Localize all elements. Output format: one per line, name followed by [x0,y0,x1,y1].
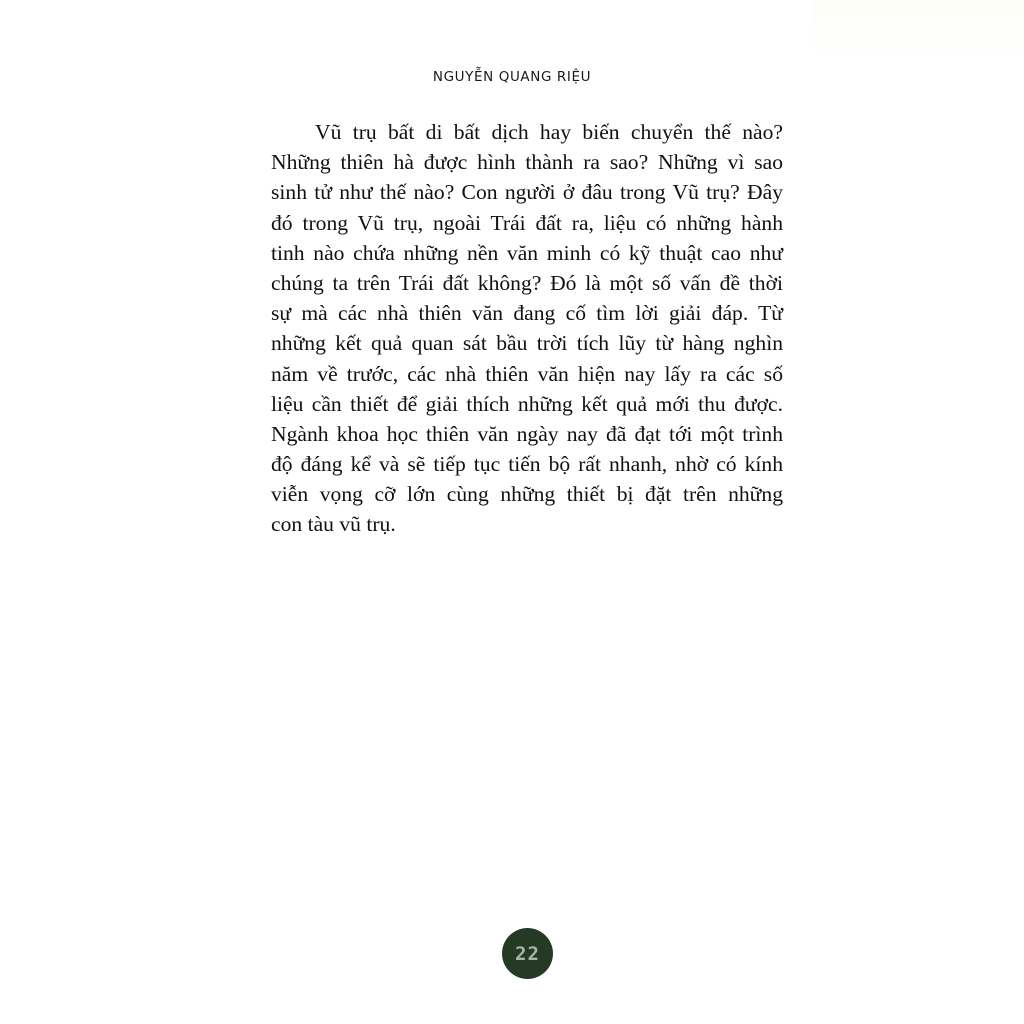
paragraph-line: viễn vọng cỡ lớn cùng những thiết bị đặt trên những [271,482,783,507]
paragraph-line: độ đáng kể và sẽ tiếp tục tiến bộ rất nhanh, nhờ có kính [271,452,783,477]
paragraph-line: những kết quả quan sát bầu trời tích lũy từ hàng nghìn [271,331,783,356]
body-paragraph [271,117,783,540]
page-number: 22 [515,942,540,965]
page-number-badge [502,928,553,979]
paragraph-line: sự mà các nhà thiên văn đang cố tìm lời giải đáp. Từ [271,301,783,326]
paragraph-line: sinh tử như thế nào? Con người ở đâu trong Vũ trụ? Đây [271,180,783,205]
paragraph-line: liệu cần thiết để giải thích những kết quả mới thu được. [271,391,783,416]
paragraph-line: chúng ta trên Trái đất không? Đó là một số vấn đề thời [271,270,783,295]
paragraph-line: con tàu vũ trụ. [271,512,396,537]
paragraph-line: Những thiên hà được hình thành ra sao? Những vì sao [271,150,783,175]
page-edge-tint [812,0,1024,60]
paragraph-line: Ngành khoa học thiên văn ngày nay đã đạt tới một trình [271,421,783,446]
running-header-author: NGUYỄN QUANG RIỆU [432,69,592,85]
paragraph-line: tinh nào chứa những nền văn minh có kỹ thuật cao như [271,240,783,265]
paragraph-line: đó trong Vũ trụ, ngoài Trái đất ra, liệu có những hành [271,210,783,235]
paragraph-line: năm về trước, các nhà thiên văn hiện nay lấy ra các số [271,361,783,386]
paragraph-line: Vũ trụ bất di bất dịch hay biến chuyển thế nào? [315,120,783,144]
